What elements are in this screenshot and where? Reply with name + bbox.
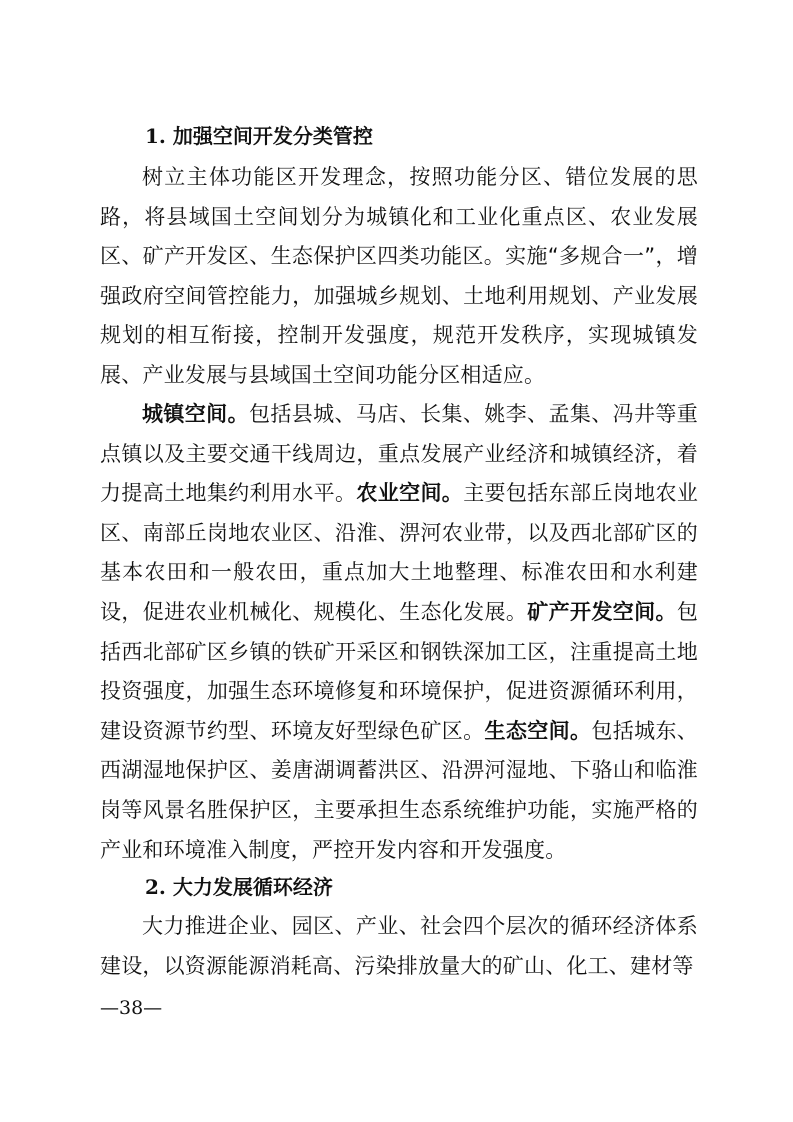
text-ecological-space: 包括城东、西湖湿地保护区、姜唐湖调蓄洪区、沿淠河湿地、下骆山和临淮岗等风景名胜保护区，主要承担生态系统维护功能，实施严格的产业和环境准入制度，严控开发内容和开发强度。 — [100, 718, 699, 862]
paragraph-zoning-overview: 树立主体功能区开发理念，按照功能分区、错位发展的思路，将县域国土空间划分为城镇化和工业化重点区、农业发展区、矿产开发区、生态保护区四类功能区。实施“多规合一”，增强政府空间管控能力，加强城乡规划、土地利用规划、产业发展规划的相互衔接，控制开发强度，规范开发秩序，实现城镇发展、产业发展与县域国土空间功能分区相适应。 — [100, 165, 698, 387]
text-mining-space: 包括西北部矿区乡镇的铁矿开采区和钢铁深加工区，注重提高土地投资强度，加强生态环境修复和环境保护，促进资源循环利用，建设资源节约型、环境友好型绿色矿区。 — [100, 599, 699, 743]
page-number: —38— — [100, 997, 163, 1019]
paragraph-space-types — [100, 395, 698, 870]
term-agricultural-space: 农业空间。 — [356, 481, 464, 506]
term-ecological-space: 生态空间。 — [484, 718, 592, 743]
text-urban-space: 包括县城、马店、长集、姚李、孟集、冯井等重点镇以及主要交通干线周边，重点发展产业经济和城镇经济，着力提高土地集约利用水平。 — [100, 402, 699, 506]
section-heading-1: 1. 加强空间开发分类管控 — [145, 124, 373, 148]
section-heading-2: 2. 大力发展循环经济 — [145, 875, 333, 899]
text-agricultural-space: 主要包括东部丘岗地农业区、南部丘岗地农业区、沿淮、淠河农业带，以及西北部矿区的基本农田和一般农田，重点加大土地整理、标准农田和水利建设，促进农业机械化、规模化、生态化发展。 — [100, 481, 699, 624]
term-urban-space: 城镇空间。 — [142, 402, 249, 426]
paragraph-circular-economy: 大力推进企业、园区、产业、社会四个层次的循环经济体系建设，以资源能源消耗高、污染排放量大的矿山、化工、建材等 — [100, 914, 698, 978]
term-mining-space: 矿产开发空间。 — [527, 599, 677, 624]
